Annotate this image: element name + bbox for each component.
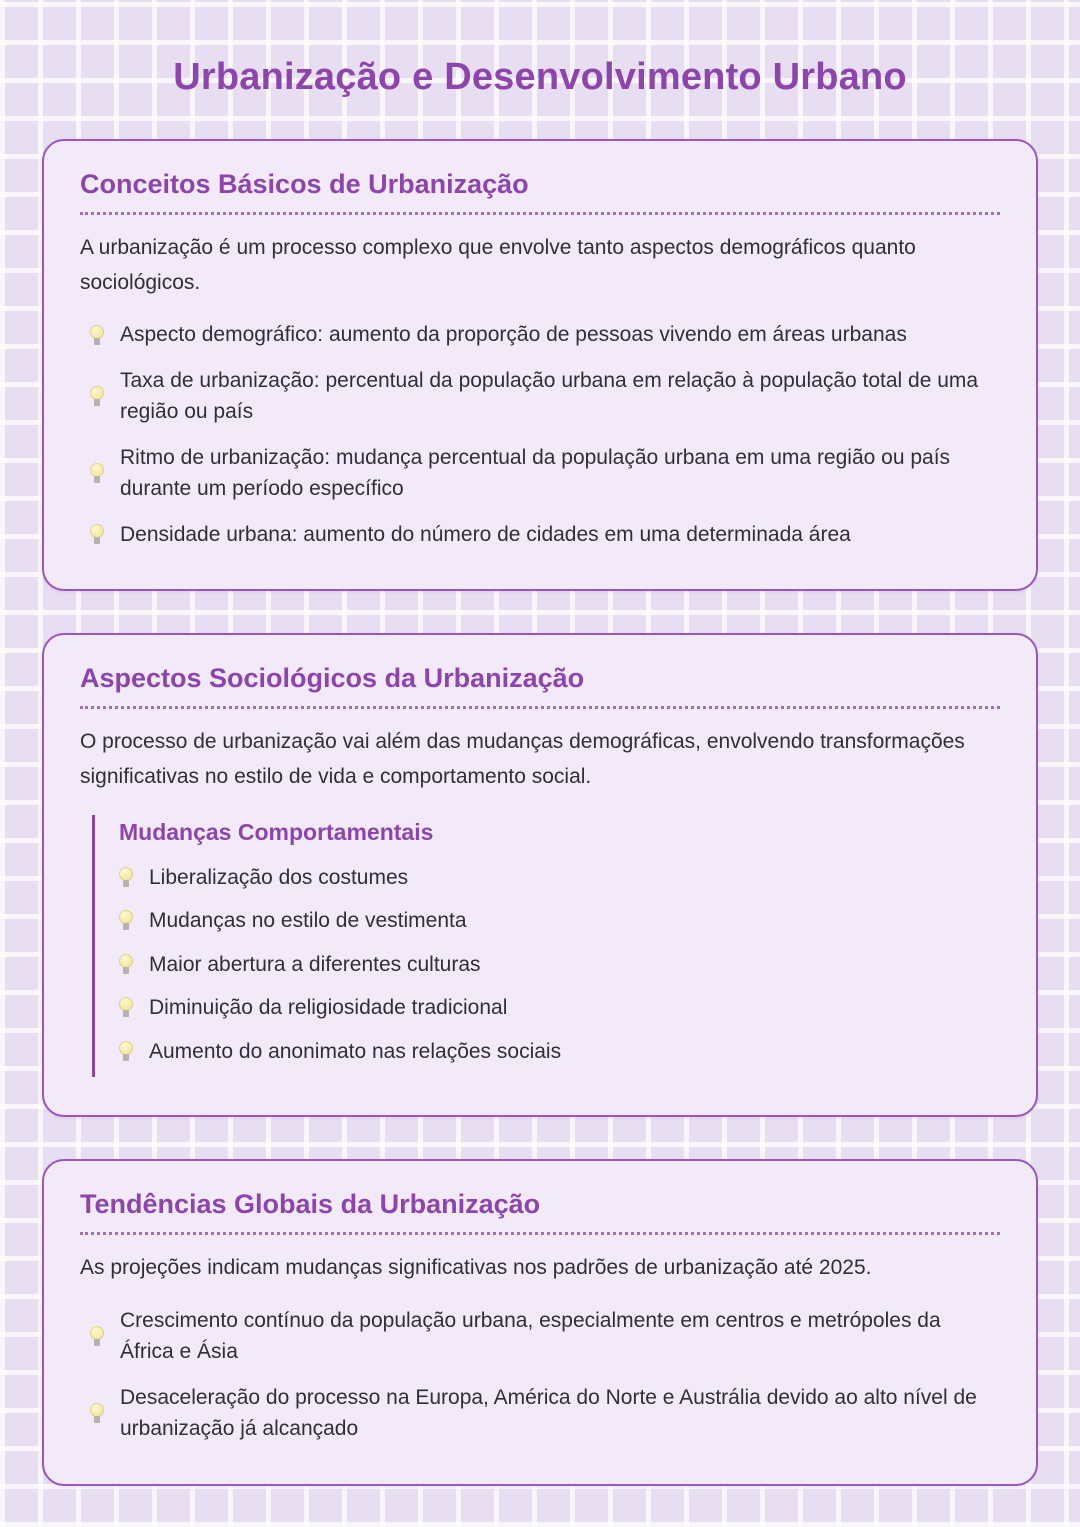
subsection-heading: Mudanças Comportamentais: [119, 818, 434, 845]
section-intro: As projeções indicam mudanças significativas nos padrões de urbanização até 2025.: [80, 1256, 872, 1280]
section-heading: Conceitos Básicos de Urbanização: [80, 169, 1000, 215]
list-item-text: Liberalização dos costumes: [149, 865, 409, 889]
lightbulb-icon: [119, 910, 133, 931]
bullet-list: [80, 1298, 1000, 1452]
page-title: Urbanização e Desenvolvimento Urbano: [173, 56, 907, 98]
bullet-list: [119, 856, 1000, 1074]
section-heading: Tendências Globais da Urbanização: [80, 1189, 1000, 1235]
list-item: [119, 899, 1000, 943]
section-conceitos-basicos: [42, 139, 1038, 591]
lightbulb-icon: [119, 997, 133, 1018]
list-item-text: Desaceleração do processo na Europa, América do Norte e Austrália devido ao alto nível de urbanização já alcançado: [120, 1385, 977, 1441]
subsection-mudancas-comportamentais: [92, 815, 1000, 1078]
list-item-text: Mudanças no estilo de vestimenta: [149, 909, 467, 933]
list-item-text: Diminuição da religiosidade tradicional: [149, 996, 508, 1020]
list-item: [80, 358, 1000, 435]
list-item: [80, 1375, 1000, 1452]
lightbulb-icon: [119, 867, 133, 888]
section-heading: Aspectos Sociológicos da Urbanização: [80, 663, 1000, 709]
list-item: [119, 986, 1000, 1030]
section-intro: A urbanização é um processo complexo que envolve tanto aspectos demográficos quanto sociológicos.: [80, 236, 916, 294]
list-item: [80, 435, 1000, 512]
lightbulb-icon: [90, 1326, 104, 1347]
section-intro: O processo de urbanização vai além das mudanças demográficas, envolvendo transformações significativas no estilo de vida e comportamento social.: [80, 730, 965, 788]
list-item-text: Densidade urbana: aumento do número de cidades em uma determinada área: [120, 522, 851, 546]
list-item: [80, 312, 1000, 358]
list-item: [80, 1298, 1000, 1375]
list-item: [119, 856, 1000, 900]
lightbulb-icon: [119, 1041, 133, 1062]
list-item-text: Aumento do anonimato nas relações sociais: [149, 1039, 562, 1063]
list-item-text: Aspecto demográfico: aumento da proporção de pessoas vivendo em áreas urbanas: [120, 323, 907, 347]
section-tendencias-globais: [42, 1159, 1038, 1486]
lightbulb-icon: [90, 1403, 104, 1424]
list-item: [119, 1030, 1000, 1074]
lightbulb-icon: [90, 325, 104, 346]
section-aspectos-sociologicos: [42, 633, 1038, 1117]
list-item-text: Crescimento contínuo da população urbana, especialmente em centros e metrópoles da África e Ásia: [120, 1308, 941, 1364]
lightbulb-icon: [90, 463, 104, 484]
lightbulb-icon: [119, 954, 133, 975]
list-item-text: Ritmo de urbanização: mudança percentual da população urbana em uma região ou país durante um período específico: [120, 445, 951, 501]
list-item-text: Taxa de urbanização: percentual da população urbana em relação à população total de uma região ou país: [120, 368, 979, 424]
list-item-text: Maior abertura a diferentes culturas: [149, 952, 481, 976]
bullet-list: [80, 312, 1000, 557]
lightbulb-icon: [90, 386, 104, 407]
lightbulb-icon: [90, 524, 104, 545]
list-item: [119, 943, 1000, 987]
list-item: [80, 512, 1000, 558]
